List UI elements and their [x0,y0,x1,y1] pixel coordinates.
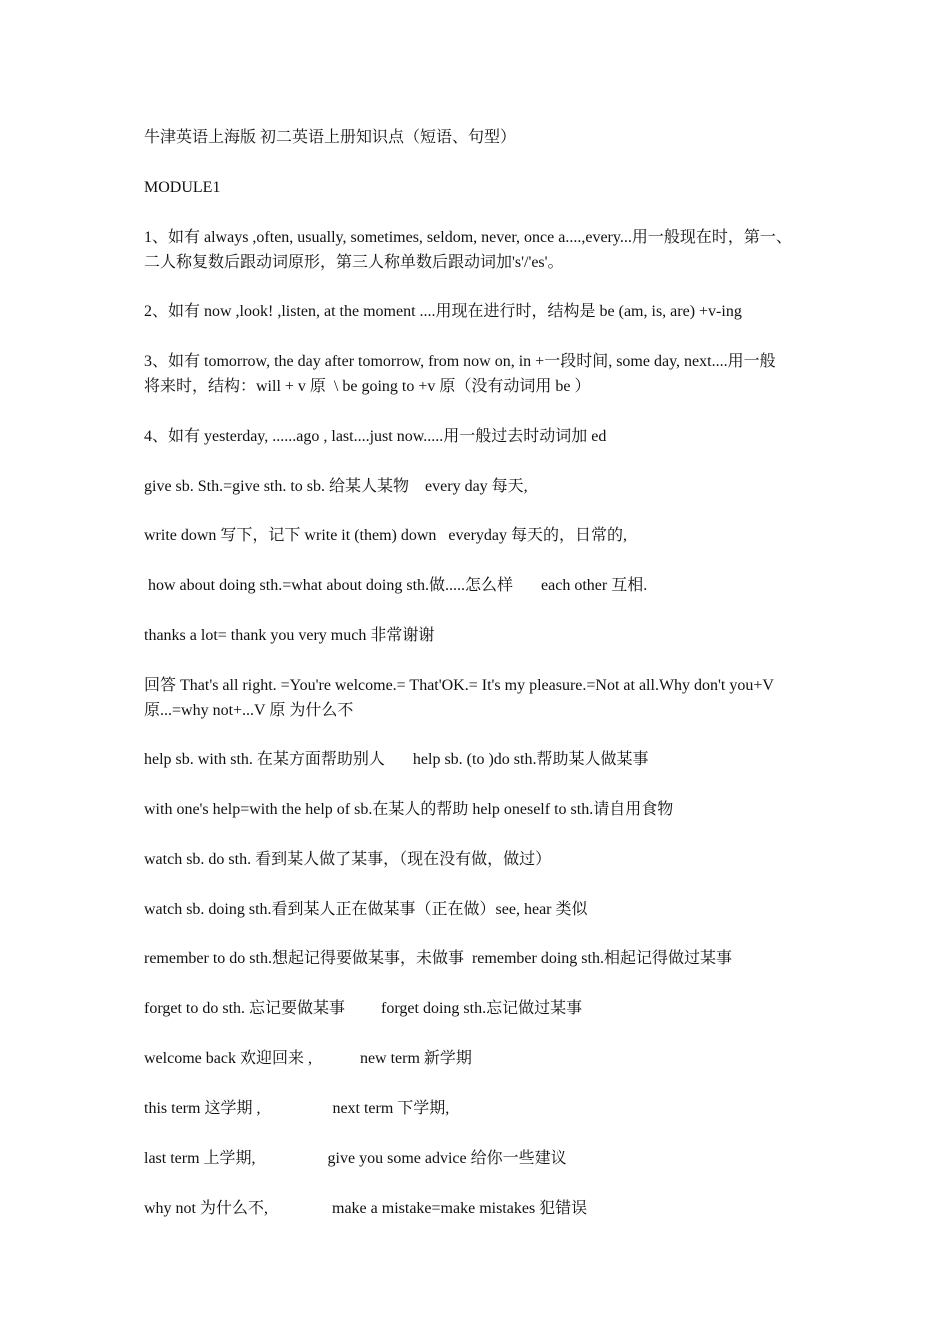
phrase-line: watch sb. do sth. 看到某人做了某事，（现在没有做，做过） [144,851,552,868]
module-heading: MODULE1 [144,179,221,196]
phrase-line: last term 上学期, give you some advice 给你一些建议 [144,1150,567,1167]
rule-4: 4、如有 yesterday, ......ago , last....just now.....用一般过去时动词加 ed [144,428,607,445]
reply-line-2: 原...=why not+...V 原 为什么不 [144,702,354,719]
phrase-line: write down 写下，记下 write it (them) down everyday 每天的，日常的, [144,527,628,544]
phrase-line: remember to do sth.想起记得要做某事，未做事 remember doing sth.相起记得做过某事 [144,950,732,967]
reply-line-1: 回答 That's all right. =You're welcome.= That'OK.= It's my pleasure.=Not at all.Why don't you+V [144,677,774,694]
document-title: 牛津英语上海版 初二英语上册知识点（短语、句型） [144,129,517,146]
phrase-line: watch sb. doing sth.看到某人正在做某事（正在做）see, hear 类似 [144,901,588,918]
phrase-line: help sb. with sth. 在某方面帮助别人 help sb. (to )do sth.帮助某人做某事 [144,751,649,768]
phrase-line: welcome back 欢迎回来 , new term 新学期 [144,1050,472,1067]
phrase-line: with one's help=with the help of sb.在某人的帮助 help oneself to sth.请自用食物 [144,801,674,818]
rule-1-line-1: 1、如有 always ,often, usually, sometimes, seldom, never, once a....,every...用一般现在时，第一、 [144,229,792,246]
phrase-line: forget to do sth. 忘记要做某事 forget doing sth.忘记做过某事 [144,1000,583,1017]
phrase-line: how about doing sth.=what about doing sth.做.....怎么样 each other 互相. [144,577,648,594]
phrase-line: thanks a lot= thank you very much 非常谢谢 [144,627,435,644]
rule-1-line-2: 二人称复数后跟动词原形，第三人称单数后跟动词加's'/'es'。 [144,254,564,271]
rule-3-line-2: 将来时，结构：will + v 原 \ be going to +v 原（没有动词用 be ） [144,378,591,395]
rule-2: 2、如有 now ,look! ,listen, at the moment ....用现在进行时，结构是 be (am, is, are) +v-ing [144,303,742,320]
phrase-line: give sb. Sth.=give sth. to sb. 给某人某物 every day 每天, [144,478,528,495]
rule-3-line-1: 3、如有 tomorrow, the day after tomorrow, from now on, in +一段时间, some day, next....用一般 [144,353,776,370]
phrase-line: why not 为什么不, make a mistake=make mistakes 犯错误 [144,1200,588,1217]
phrase-line: this term 这学期 , next term 下学期, [144,1100,450,1117]
